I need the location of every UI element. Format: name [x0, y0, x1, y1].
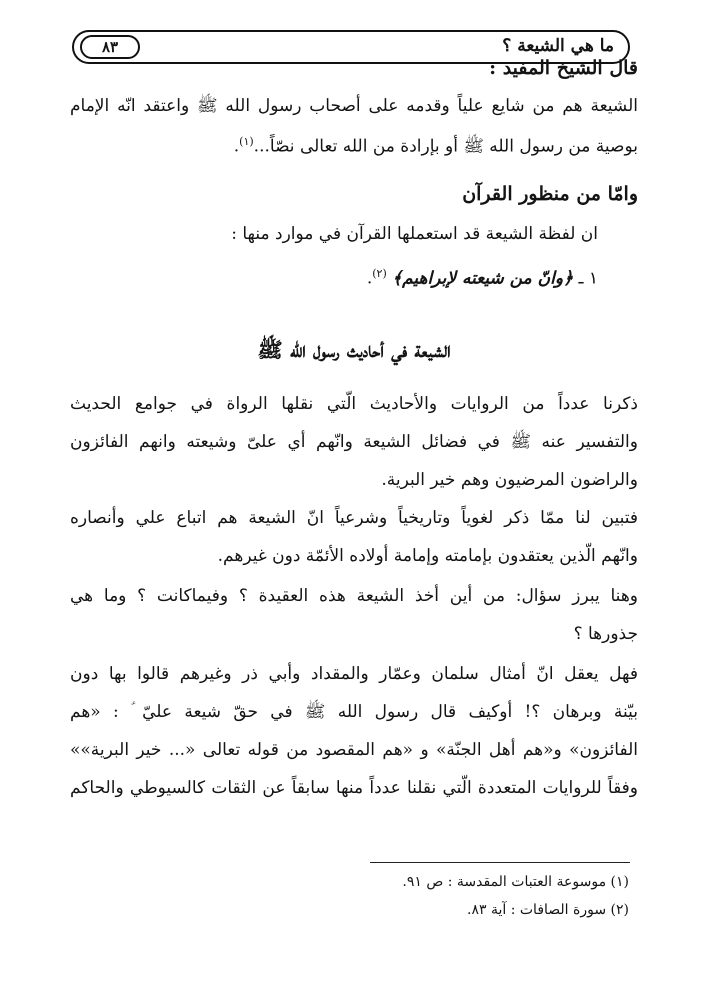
quran-intro: ان لفظة الشيعة قد استعملها القرآن في موارد منها :: [231, 224, 598, 244]
paragraph-line: فتبين لنا ممّا ذكر لغوياً وتاريخياً وشرعياً انّ الشيعة هم اتباع علي وأنصاره: [70, 508, 638, 528]
paragraph-line: وانّهم الّذين يعتقدون بإمامته وإمامة أولاده الأئمّة دون غيرهم.: [217, 546, 638, 566]
paragraph-line: فهل يعقل انّ أمثال سلمان وعمّار والمقداد وأبي ذر وغيرهم قالوا بها دون: [70, 664, 638, 684]
mufid-heading: قال الشيخ المفيد :: [489, 57, 638, 79]
footnote-ref: (٢): [372, 267, 387, 280]
section-title: الشيعة في أحاديث رسول الله ﷺ: [257, 337, 451, 362]
footnote-ref: (١): [239, 135, 254, 148]
quran-item-number: ١ ـ: [578, 268, 598, 289]
paragraph-line: وفقاً للروايات المتعددة الّتي نقلنا عدداً منها سابقاً عن الثقات كالسيوطي والحاكم: [70, 778, 638, 798]
quran-heading: وامّا من منظور القرآن: [462, 183, 638, 205]
mufid-line: الشيعة هم من شايع علياً وقدمه على أصحاب رسول الله ﷺ واعتقد انّه الإمام: [70, 96, 638, 116]
paragraph-line: وهنا يبرز سؤال: من أين أخذ الشيعة هذه العقيدة ؟ وفيماكانت ؟ وما هي: [70, 586, 638, 606]
paragraph-line: الفائزون» و«هم أهل الجنّة» و «هم المقصود من قوله تعالى «... خير البرية»»: [70, 740, 638, 760]
running-title: ما هي الشيعة ؟: [502, 36, 614, 56]
footnote-divider: [370, 862, 630, 863]
quran-item: ١ ـ ﴿وانّ من شيعته لإبراهيم﴾ $^{(٢)}$.: [366, 267, 598, 289]
paragraph-line: بيّنة وبرهان ؟! أوكيف قال رسول الله ﷺ في حقّ شيعة عليّ ؑ : «هم: [70, 702, 638, 722]
paragraph-line: ذكرنا عدداً من الروايات والأحاديث الّتي نقلها الرواة في جوامع الحديث: [70, 394, 638, 414]
paragraph-line: والتفسير عنه ﷺ في فضائل الشيعة وانّهم أي علىّ وشيعته وانهم الفائزون: [70, 432, 638, 452]
footnote: (١) موسوعة العتبات المقدسة : ص ٩١.: [402, 874, 629, 890]
paragraph-line: والراضون المرضيون وهم خير البرية.: [381, 470, 638, 490]
mufid-line-text: بوصية من رسول الله ﷺ أو بإرادة من الله تعالى نصّاً...: [253, 136, 638, 157]
mufid-line: بوصية من رسول الله ﷺ أو بإرادة من الله تعالى نصّاً...$^{(١)}$.: [233, 135, 638, 157]
page-number: ٨٣: [80, 35, 140, 59]
paragraph-line: جذورها ؟: [573, 624, 638, 644]
quran-verse: ﴿وانّ من شيعته لإبراهيم﴾: [392, 268, 574, 289]
footnote: (٢) سورة الصافات : آية ٨٣.: [467, 902, 629, 918]
